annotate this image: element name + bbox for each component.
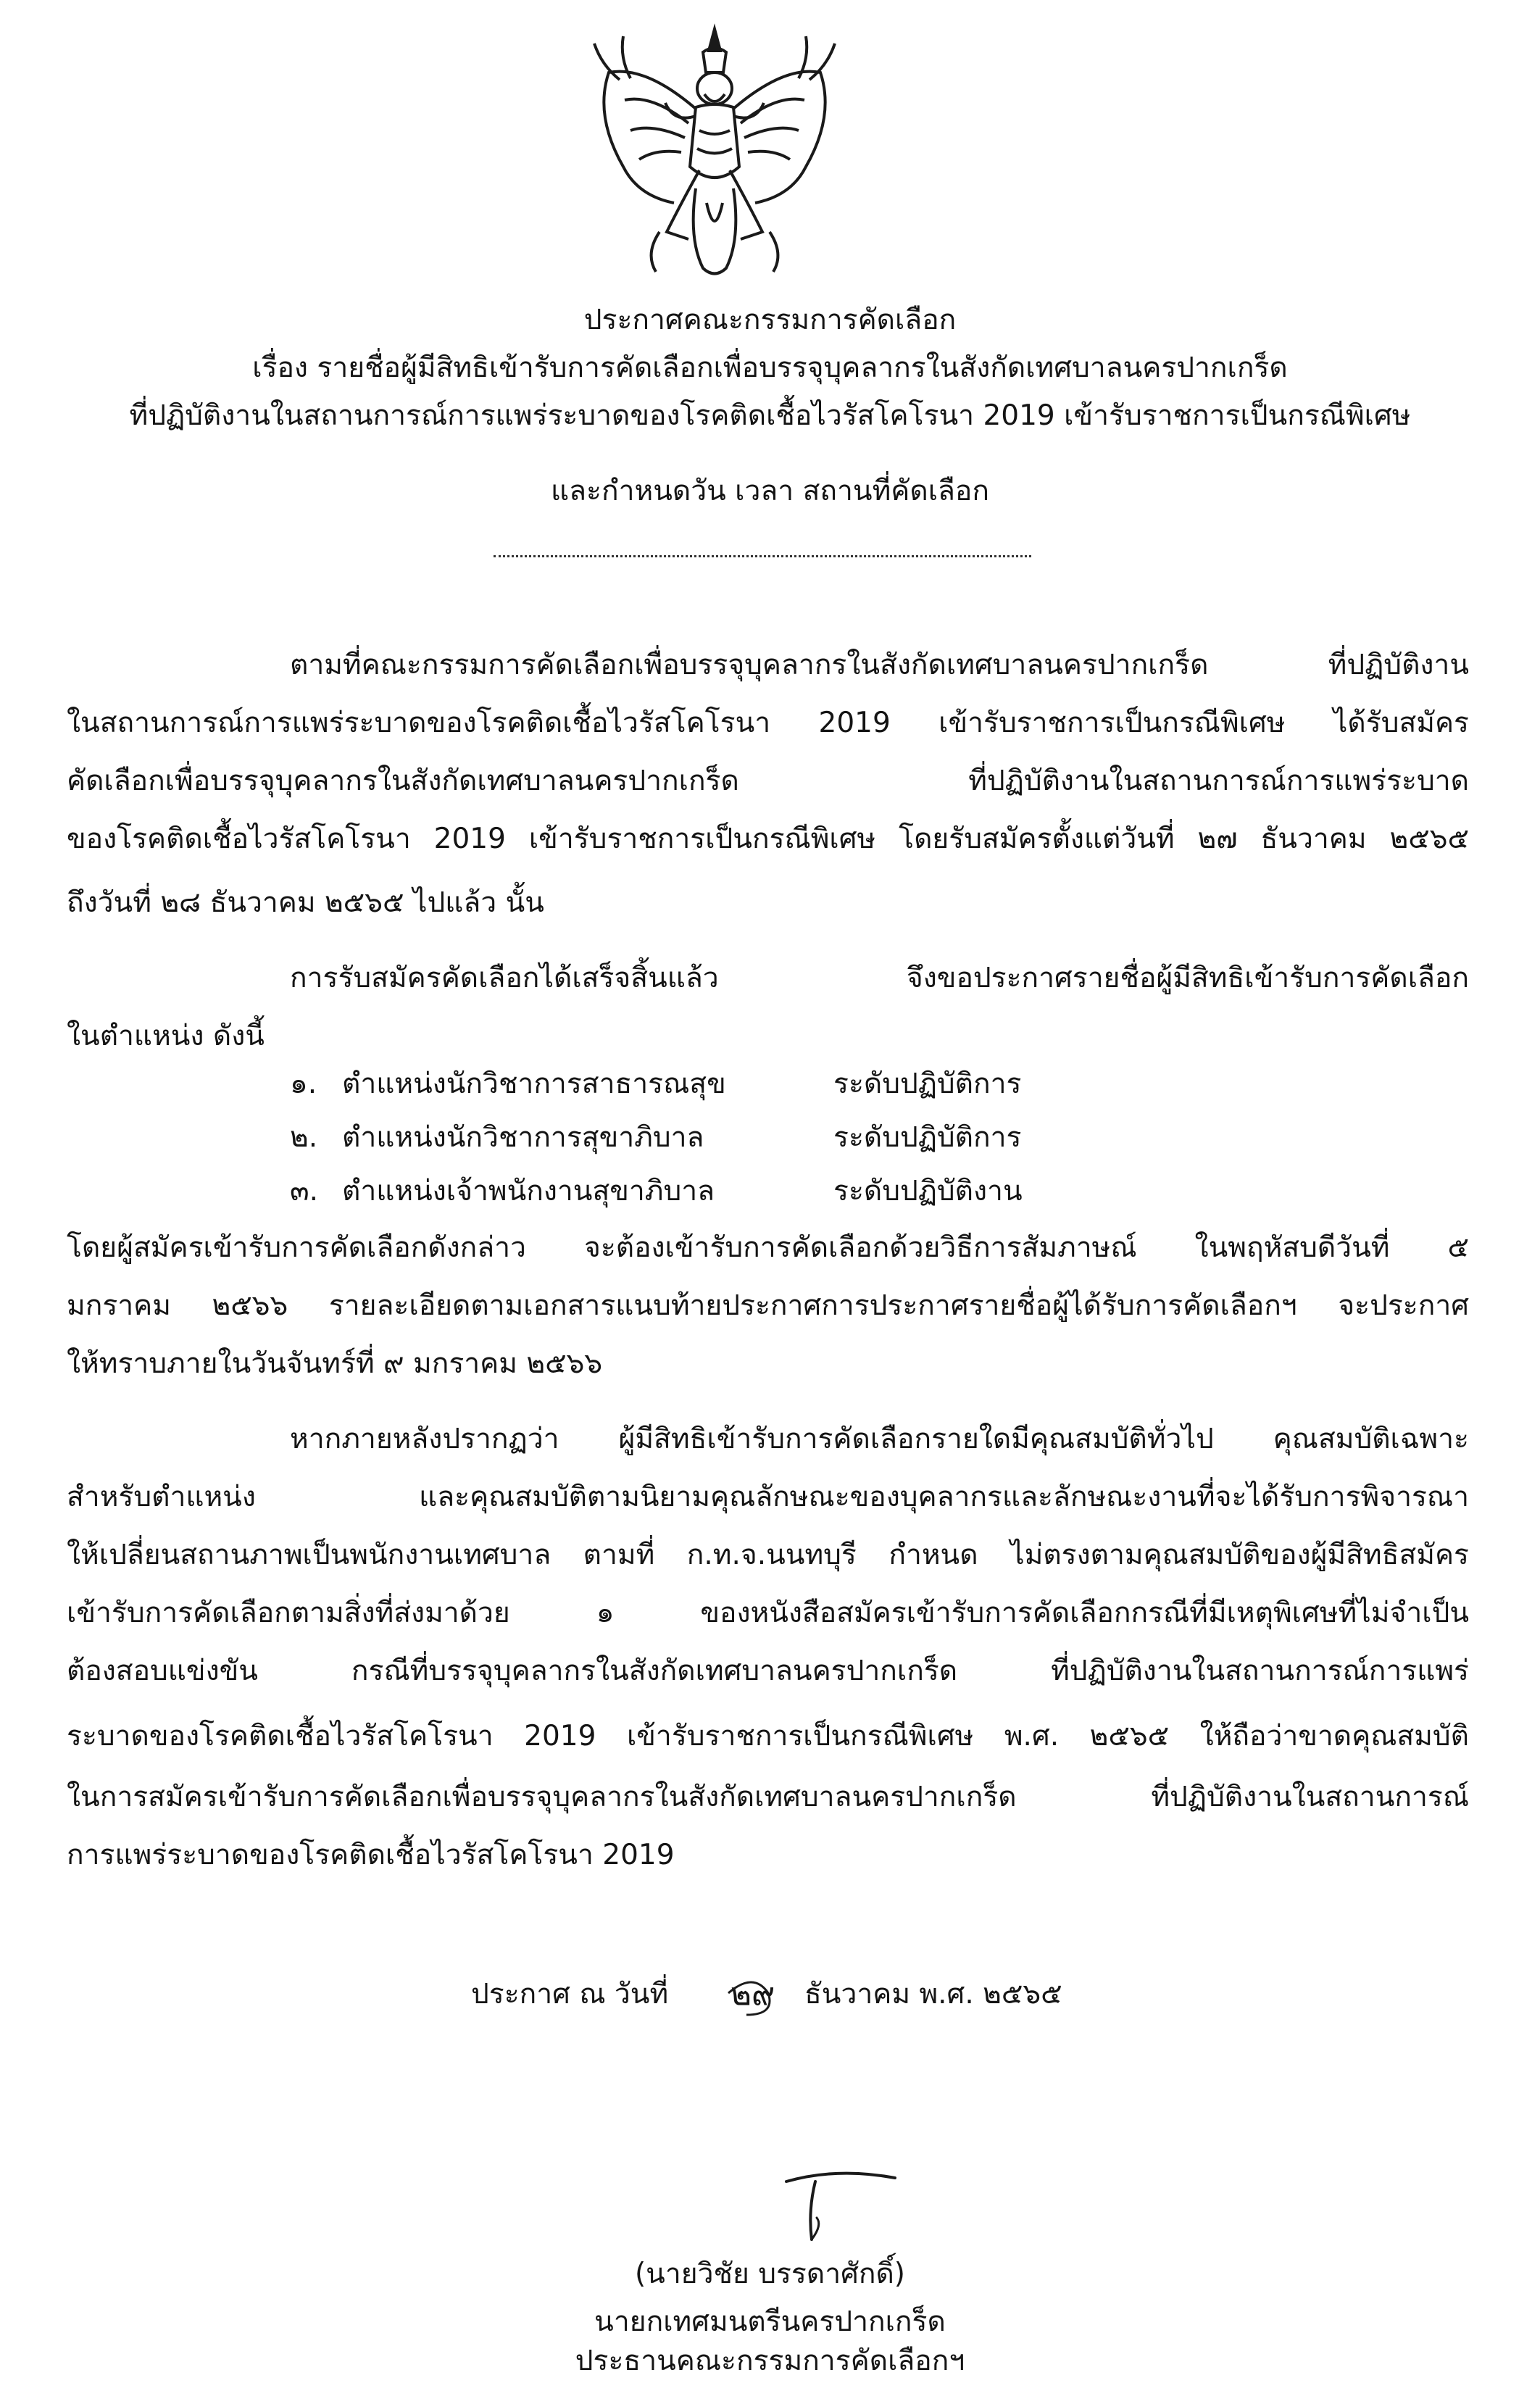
announce-prefix: ประกาศ ณ วันที่ (471, 1978, 669, 2010)
subject-line-3: และกำหนดวัน เวลา สถานที่คัดเลือก (551, 475, 989, 507)
p1-line-1: ตามที่คณะกรรมการคัดเลือกเพื่อบรรจุบุคลากรในสังกัดเทศบาลนครปากเกร็ด ที่ปฏิบัติงาน (290, 649, 1469, 681)
p4-line-3: ให้เปลี่ยนสถานภาพเป็นพนักงานเทศบาล ตามที่ ก.ท.จ.นนทบุรี กำหนด ไม่ตรงตามคุณสมบัติของผู้มีสิทธิสมัคร (67, 1539, 1469, 1571)
p1-line-2: ในสถานการณ์การแพร่ระบาดของโรคติดเชื้อไวรัสโคโรนา 2019 เข้ารับราชการเป็นกรณีพิเศษ ได้รับสมัคร (67, 707, 1469, 739)
p4-line-5: ต้องสอบแข่งขัน กรณีที่บรรจุบุคลากรในสังกัดเทศบาลนครปากเกร็ด ที่ปฏิบัติงานในสถานการณ์การแพร่ (67, 1655, 1469, 1687)
p3-line-3: ให้ทราบภายในวันจันทร์ที่ ๙ มกราคม ๒๕๖๖ (67, 1347, 603, 1380)
p2-line-1: การรับสมัครคัดเลือกได้เสร็จสิ้นแล้ว จึงขอประกาศรายชื่อผู้มีสิทธิเข้ารับการคัดเลือก (290, 962, 1469, 994)
subject-line-1: เรื่อง รายชื่อผู้มีสิทธิเข้ารับการคัดเลือกเพื่อบรรจุบุคลากรในสังกัดเทศบาลนครปากเกร็ด (252, 352, 1288, 384)
signatory-name: (นายวิชัย บรรดาศักดิ์) (634, 2258, 906, 2290)
garuda-emblem-icon (580, 22, 849, 284)
position-number: ๑. (290, 1068, 317, 1100)
position-level: ระดับปฏิบัติงาน (833, 1175, 1023, 1207)
p4-line-4: เข้ารับการคัดเลือกตามสิ่งที่ส่งมาด้วย ๑ ของหนังสือสมัครเข้ารับการคัดเลือกกรณีที่มีเหตุพิเศษที่ไม่จำเป็น (67, 1597, 1469, 1629)
p4-line-8: การแพร่ระบาดของโรคติดเชื้อไวรัสโคโรนา 2019 (67, 1839, 675, 1871)
p3-line-2: มกราคม ๒๕๖๖ รายละเอียดตามเอกสารแนบท้ายประกาศการประกาศรายชื่อผู้ได้รับการคัดเลือกฯ จะประกาศ (67, 1289, 1469, 1322)
subject-line-2: ที่ปฏิบัติงานในสถานการณ์การแพร่ระบาดของโรคติดเชื้อไวรัสโคโรนา 2019 เข้ารับราชการเป็นกรณีพิเศษ (129, 399, 1411, 432)
position-title: ตำแหน่งนักวิชาการสาธารณสุข (342, 1068, 726, 1100)
p1-line-4: ของโรคติดเชื้อไวรัสโคโรนา 2019 เข้ารับราชการเป็นกรณีพิเศษ โดยรับสมัครตั้งแต่วันที่ ๒๗ ธันวาคม ๒๕๖๕ (67, 823, 1469, 855)
p4-line-7: ในการสมัครเข้ารับการคัดเลือกเพื่อบรรจุบุคลากรในสังกัดเทศบาลนครปากเกร็ด ที่ปฏิบัติงานในสถานการณ์ (67, 1781, 1469, 1813)
position-number: ๓. (290, 1175, 319, 1207)
p1-line-3: คัดเลือกเพื่อบรรจุบุคลากรในสังกัดเทศบาลนครปากเกร็ด ที่ปฏิบัติงานในสถานการณ์การแพร่ระบาด (67, 765, 1469, 797)
position-number: ๒. (290, 1121, 318, 1154)
position-title: ตำแหน่งเจ้าพนักงานสุขาภิบาล (342, 1175, 715, 1207)
p3-line-1: โดยผู้สมัครเข้ารับการคัดเลือกดังกล่าว จะต้องเข้ารับการคัดเลือกด้วยวิธีการสัมภาษณ์ ในพฤหัสบดีวันที่ ๕ (67, 1231, 1469, 1264)
position-level: ระดับปฏิบัติการ (833, 1121, 1022, 1154)
header-divider (494, 555, 1031, 557)
announce-day: ๒๙ (731, 1976, 775, 2013)
p1-line-5: ถึงวันที่ ๒๘ ธันวาคม ๒๕๖๕ ไปแล้ว นั้น (67, 886, 544, 919)
p4-line-6: ระบาดของโรคติดเชื้อไวรัสโคโรนา 2019 เข้ารับราชการเป็นกรณีพิเศษ พ.ศ. ๒๕๖๕ ให้ถือว่าขาดคุณสมบัติ (67, 1720, 1469, 1752)
p4-line-1: หากภายหลังปรากฏว่า ผู้มีสิทธิเข้ารับการคัดเลือกรายใดมีคุณสมบัติทั่วไป คุณสมบัติเฉพาะ (290, 1423, 1469, 1455)
p4-line-2: สำหรับตำแหน่ง และคุณสมบัติตามนิยามคุณลักษณะของบุคลากรและลักษณะงานที่จะได้รับการพิจารณา (67, 1481, 1469, 1513)
signatory-role: ประธานคณะกรรมการคัดเลือกฯ (575, 2345, 965, 2377)
date-handwriting-mark (725, 1964, 906, 2029)
position-level: ระดับปฏิบัติการ (833, 1068, 1022, 1100)
announce-month-year: ธันวาคม พ.ศ. ๒๕๖๕ (804, 1978, 1062, 2010)
p2-line-2: ในตำแหน่ง ดังนี้ (67, 1020, 265, 1052)
announcement-title: ประกาศคณะกรรมการคัดเลือก (583, 304, 957, 336)
position-title: ตำแหน่งนักวิชาการสุขาภิบาล (342, 1121, 704, 1154)
signatory-position: นายกเทศมนตรีนครปากเกร็ด (594, 2305, 946, 2338)
